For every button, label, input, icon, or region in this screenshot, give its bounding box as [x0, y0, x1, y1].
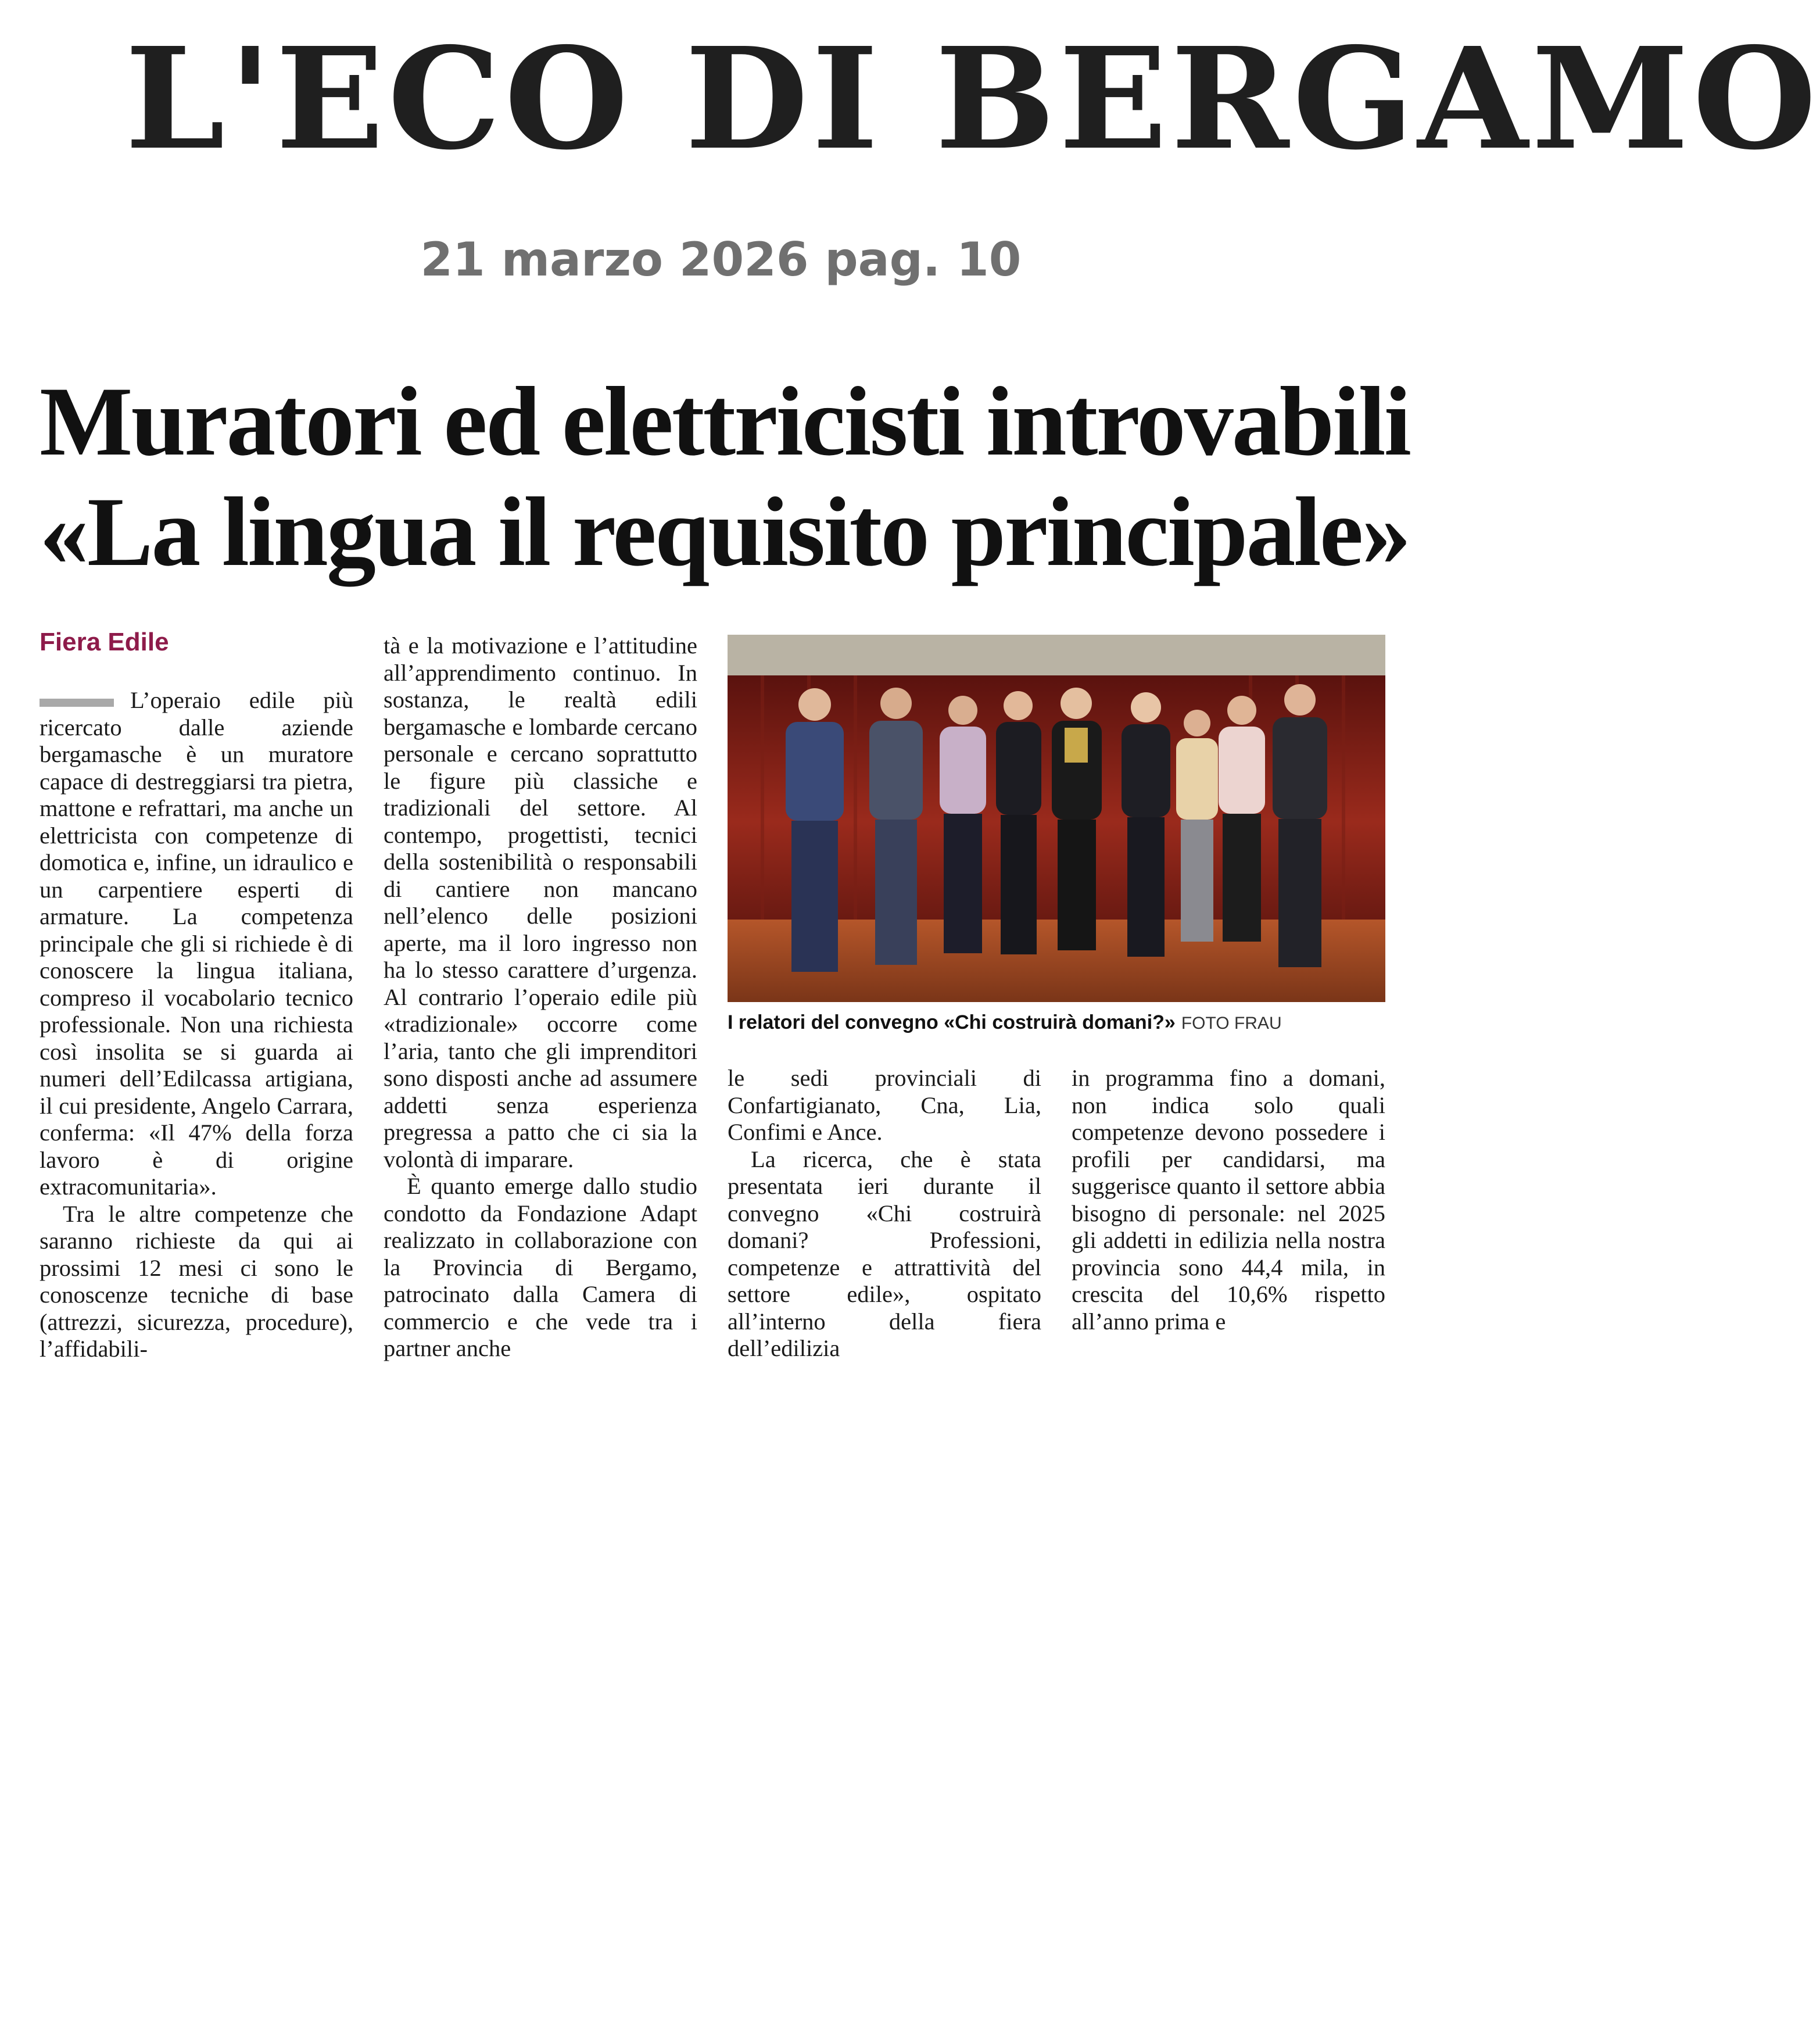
paragraph: in programma fino a domani, non indica solo quali competenze devono possedere i profili per candidarsi, ma suggerisce quanto il settore abbia bisogno di personale: nel 2025 gli addetti in edilizia nella nostra provincia sono 44,4 mila, in crescita del 10,6% rispetto all’anno prima e: [1072, 1065, 1385, 1335]
conference-speakers-photo: [728, 635, 1385, 1002]
paragraph-text: L’operaio edile più ricercato dalle aziende bergamasche è un muratore capace di destreggiarsi tra pietra, mattone e refrattari, ma anche un elettricista con competenze di domotica e, infine, un idraulico e un carpentiere esperti di armature. La competenza principale che gli si richiede è di conoscere la lingua italiana, compreso il vocabolario tecnico professionale. Non una richiesta così insolita se si guarda ai numeri dell’Edilcassa artigiana, il cui presidente, Angelo Carrara, conferma: «Il 47% della forza lavoro è di origine extracomunitaria».: [40, 687, 353, 1200]
paragraph: le sedi provinciali di Confartigianato, Cna, Lia, Confimi e Ance.: [728, 1065, 1041, 1145]
lead-rule: [40, 699, 114, 707]
article-column-4: [1072, 1065, 1385, 1335]
masthead-title: L'ECO DI BERGAMO: [125, 17, 1820, 181]
paragraph: [40, 687, 353, 1201]
dateline: 21 marzo 2026 pag. 10: [420, 232, 1022, 287]
headline: [40, 366, 1410, 587]
paragraph: È quanto emerge dallo studio condotto da Fondazione Adapt realizzato in collaborazione con la Provincia di Bergamo, patrocinato dalla Camera di commercio e che vede tra i partner anche: [384, 1173, 697, 1361]
article-column-2: [384, 632, 697, 1362]
photo-credit: FOTO FRAU: [1181, 1014, 1282, 1033]
paragraph: Tra le altre competenze che saranno richieste da qui ai prossimi 12 mesi ci sono le conoscenze tecniche di base (attrezzi, sicurezza, procedure), l’affidabili-: [40, 1200, 353, 1362]
section-kicker: Fiera Edile: [40, 628, 169, 656]
headline-line-2: «La lingua il requisito principale»: [40, 477, 1410, 586]
article-photo: [728, 635, 1385, 1002]
paragraph: tà e la motivazione e l’attitudine all’apprendimento continuo. In sostanza, le realtà edili bergamasche e lombarde cercano personale e cercano soprattutto le figure più classiche e tradizionali del settore. Al contempo, progettisti, tecnici della sostenibilità o responsabili di cantiere non mancano nell’elenco delle posizioni aperte, ma il loro ingresso non ha lo stesso carattere d’urgenza. Al contrario l’operaio edile più «tradizionale» occorre come l’aria, tanto che gli imprenditori sono disposti anche ad assumere addetti senza esperienza pregressa a patto che ci sia la volontà di imparare.: [384, 632, 697, 1172]
article-column-1: [40, 687, 353, 1363]
paragraph: La ricerca, che è stata presentata ieri durante il convegno «Chi costruirà domani? Professioni, competenze e attrattività del settore edile», ospitato all’interno della fiera dell’edilizia: [728, 1146, 1041, 1361]
article-column-3: [728, 1065, 1041, 1362]
caption-text: I relatori del convegno «Chi costruirà domani?»: [728, 1011, 1176, 1033]
photo-caption: [728, 1011, 1385, 1034]
headline-line-1: Muratori ed elettricisti introvabili: [40, 367, 1410, 476]
